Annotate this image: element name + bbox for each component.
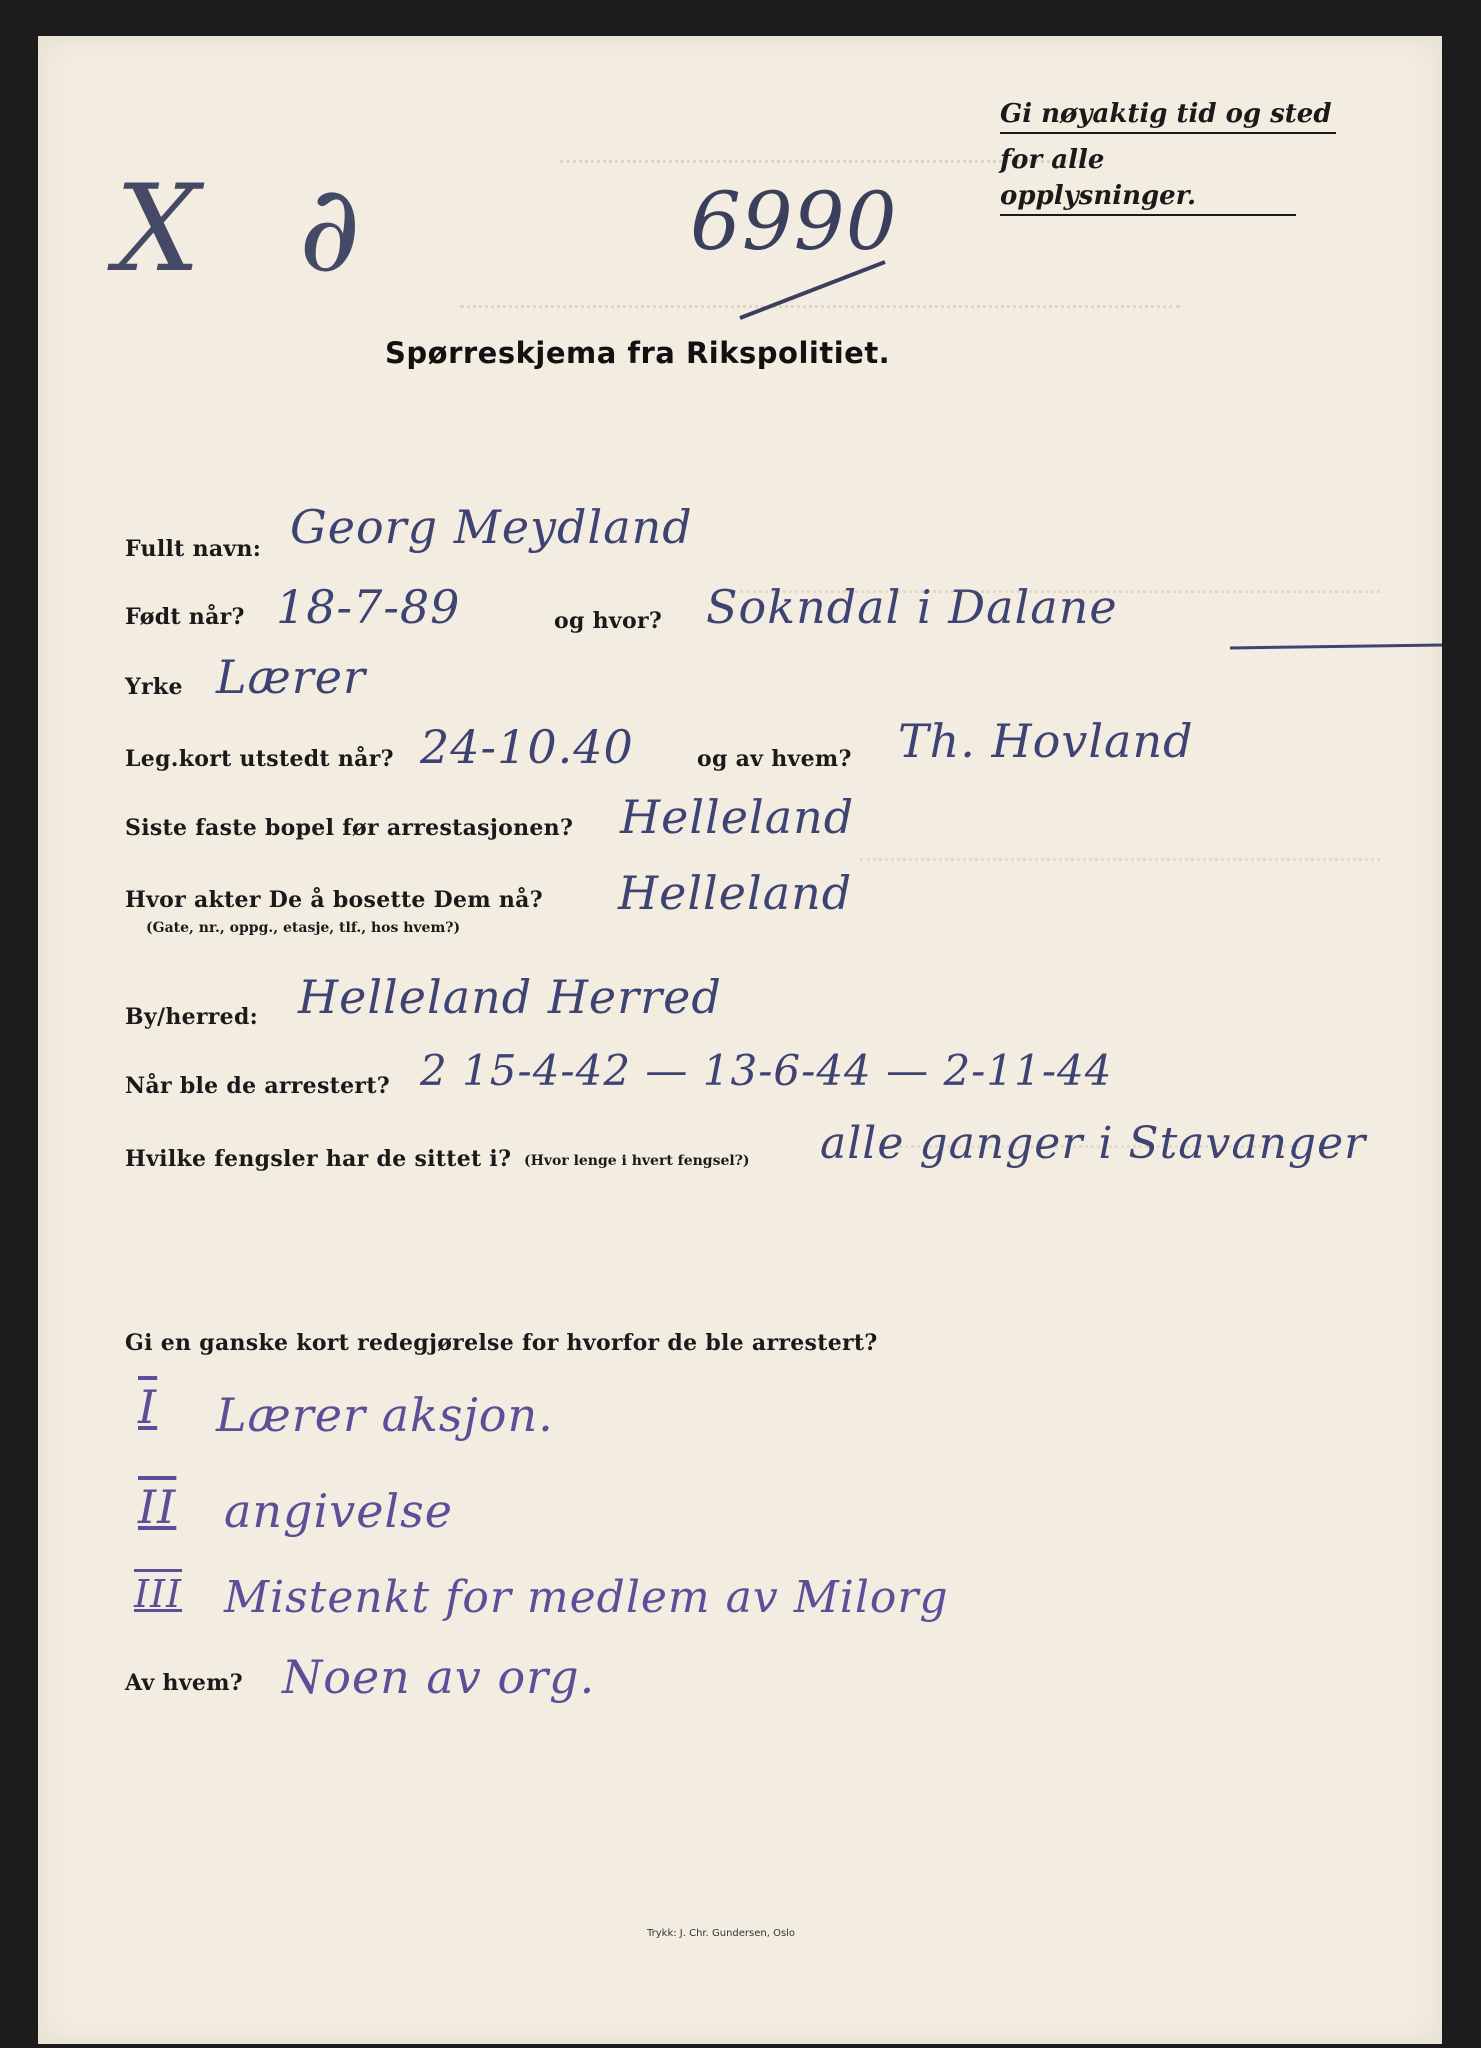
label-arrested-when: Når ble de arrestert?: [125, 1073, 390, 1099]
label-municipality: By/herred:: [125, 1004, 259, 1030]
label-by-whom: Av hvem?: [125, 1670, 243, 1696]
label-born-when: Født når?: [125, 604, 245, 630]
value-municipality: Helleland Herred: [298, 970, 722, 1024]
reason-numeral-3: III: [134, 1572, 183, 1616]
value-last-address: Helleland: [620, 790, 855, 844]
value-born-when: 18-7-89: [276, 580, 461, 634]
label-full-name: Fullt navn:: [125, 536, 262, 562]
value-full-name: Georg Meydland: [290, 500, 693, 554]
label-new-address: Hvor akter De å bosette Dem nå?: [125, 887, 543, 913]
label-id-card-by: og av hvem?: [697, 746, 852, 772]
file-number: 6990: [690, 175, 898, 268]
value-occupation: Lærer: [216, 650, 366, 704]
reason-item-1: Lærer aksjon.: [216, 1388, 554, 1442]
form-title: Spørreskjema fra Rikspolitiet.: [385, 336, 891, 370]
notice-line-2: for alle opplysninger.: [1000, 142, 1296, 216]
place-extension-stroke: [1230, 645, 1442, 648]
printer-credit: Trykk: J. Chr. Gundersen, Oslo: [647, 1928, 796, 1939]
file-number-underline: [740, 262, 885, 318]
note-new-address: (Gate, nr., oppg., etasje, tlf., hos hvem?): [146, 920, 461, 936]
label-prisons: Hvilke fengsler har de sittet i?: [125, 1146, 512, 1172]
label-reason: Gi en ganske kort redegjørelse for hvorfor de ble arrestert?: [125, 1330, 878, 1356]
value-prisons: alle ganger i Stavanger: [820, 1118, 1367, 1169]
corner-marks: X ∂: [115, 160, 391, 299]
label-born-where: og hvor?: [554, 608, 663, 634]
value-id-card-by: Th. Hovland: [898, 714, 1194, 768]
reason-numeral-1: I: [138, 1380, 158, 1434]
value-arrested-when: 2 15-4-42 — 13-6-44 — 2-11-44: [420, 1046, 1113, 1095]
label-occupation: Yrke: [125, 674, 183, 700]
reason-numeral-2: II: [138, 1480, 177, 1534]
value-new-address: Helleland: [618, 866, 853, 920]
value-by-whom: Noen av org.: [282, 1650, 596, 1704]
reason-item-2: angivelse: [224, 1484, 453, 1538]
note-prisons: (Hvor lenge i hvert fengsel?): [524, 1153, 750, 1169]
label-id-card-when: Leg.kort utstedt når?: [125, 746, 394, 772]
value-id-card-when: 24-10.40: [420, 720, 634, 774]
reason-item-3: Mistenkt for medlem av Milorg: [224, 1572, 949, 1623]
label-last-address: Siste faste bopel før arrestasjonen?: [125, 815, 574, 841]
notice-line-1: Gi nøyaktig tid og sted: [1000, 96, 1336, 134]
value-born-where: Sokndal i Dalane: [706, 580, 1118, 634]
